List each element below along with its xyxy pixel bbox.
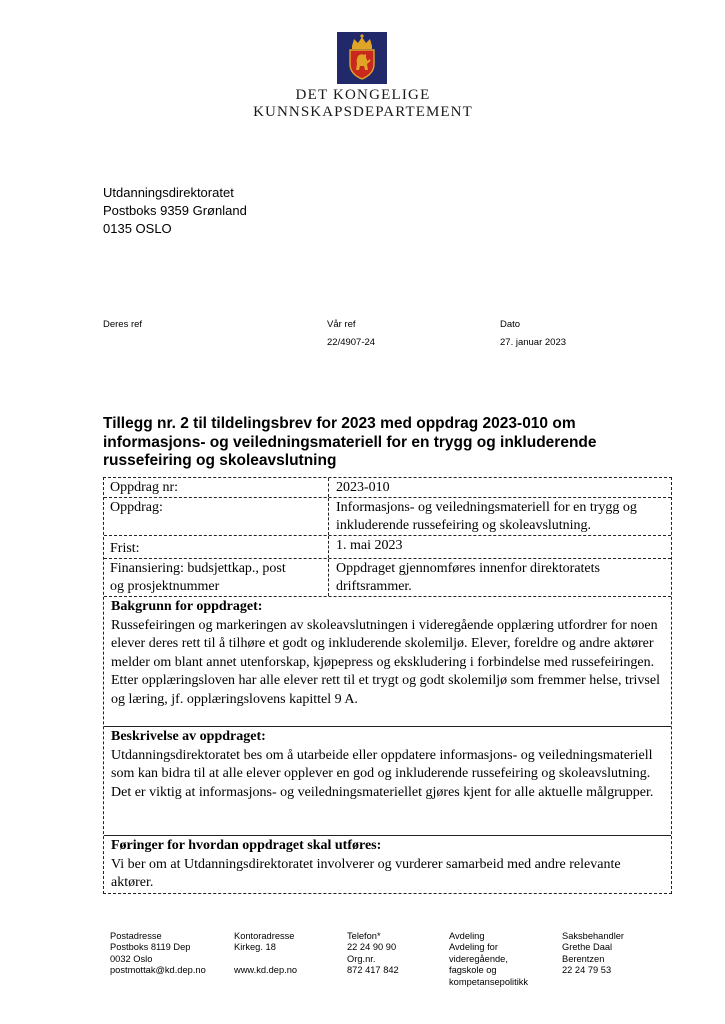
background-text: Russefeiringen og markeringen av skoleavslutningen i videregående opplæring utfordrer for noen elever deres rett til å tilhøre et godt og inkluderende skolemiljø. Elever, foreldre og andre aktører melder om blant annet utenforskap, kjøpepress og ekskludering i forbindelse med russefeiringen. Etter opplæringsloven har alle elever rett til et trygt og godt skolemiljø som fremmer helse, trivsel og læring, jf. opplæringslovens kapittel 9 A. (111, 617, 660, 707)
table-row (104, 535, 671, 558)
footer-website: www.kd.dep.no (234, 965, 298, 976)
guidance-section (104, 835, 671, 893)
footer-officer-heading: Saksbehandler (562, 931, 625, 941)
footer-post-box: Postboks 8119 Dep (110, 942, 191, 953)
footer-office-heading: Kontoradresse (234, 931, 295, 941)
footer-phone-heading: Telefon* (347, 931, 381, 941)
description-text: Utdanningsdirektoratet bes om å utarbeide eller oppdatere informasjons- og veiledningsmateriell som kan bidra til at alle elever opplever en god og inkluderende russefeiring og skoleavslutning. Det er viktig at informasjons- og veiledningsmateriellet gjøres kjent for alle aktuelle målgrupper. (111, 747, 654, 800)
recipient-postal: 0135 OSLO (103, 221, 172, 236)
footer-office-spacer (234, 954, 297, 965)
ministry-letterhead (250, 32, 476, 128)
date-label: Dato (500, 319, 521, 330)
description-heading: Beskrivelse av oppdraget: (111, 729, 266, 744)
background-section (104, 596, 671, 726)
row-value: Informasjons- og veiledningsmateriell for en trygg og inkluderende russefeiring og skoleavslutning. (336, 500, 637, 533)
coat-of-arms-icon (337, 32, 387, 84)
footer-officer-name2: Berentzen (562, 953, 605, 964)
row-label: Oppdrag nr: (104, 478, 329, 497)
footer-orgnr-label: Org.nr. (347, 953, 376, 964)
footer-officer-column (562, 931, 624, 977)
footer-department-line: fagskole og (449, 965, 497, 976)
row-label: Finansiering: budsjettkap., post og prosjektnummer (104, 559, 329, 596)
footer-office-street: Kirkeg. 18 (234, 942, 276, 953)
row-value: 1. mai 2023 (336, 538, 403, 553)
row-label: Frist: (104, 536, 329, 558)
footer-department-line: Avdeling for (449, 942, 498, 953)
table-row (104, 478, 671, 497)
date-value: 27. januar 2023 (500, 337, 567, 348)
deres-ref-label: Deres ref (103, 319, 143, 330)
row-value: 2023-010 (336, 480, 390, 495)
ministry-name-line1: DET KONGELIGE (295, 87, 431, 103)
guidance-heading: Føringer for hvordan oppdraget skal utføres: (111, 838, 382, 853)
table-row (104, 497, 671, 535)
ministry-name-line2: KUNNSKAPSDEPARTEMENT (253, 104, 473, 120)
description-section (104, 726, 671, 835)
recipient-postbox: Postboks 9359 Grønland (103, 203, 247, 218)
footer-department-heading: Avdeling (449, 931, 485, 941)
footer-post-city: 0032 Oslo (110, 953, 153, 964)
footer-office-column (234, 931, 297, 977)
row-value: Oppdraget gjennomføres innenfor direktoratets driftsrammer. (336, 561, 600, 594)
footer-phone-column (347, 931, 399, 977)
footer-department-column (449, 931, 528, 988)
document-title: Tillegg nr. 2 til tildelingsbrev for 2023 med oppdrag 2023-010 om informasjons- og veiledningsmateriell for en trygg og inkluderende russefeiring og skoleavslutning (103, 415, 597, 469)
mission-table (103, 477, 672, 894)
guidance-text: Vi ber om at Utdanningsdirektoratet involverer og vurderer samarbeid med andre relevante aktører. (111, 856, 621, 891)
table-row (104, 558, 671, 596)
recipient-address (103, 184, 247, 238)
footer-department-line: kompetansepolitikk (449, 976, 529, 987)
row-label: Oppdrag: (104, 498, 329, 535)
recipient-name: Utdanningsdirektoratet (103, 185, 234, 200)
footer-department-line: videregående, (449, 953, 508, 964)
footer-officer-name: Grethe Daal (562, 942, 613, 953)
footer-postal-column (110, 931, 206, 977)
footer-officer-phone: 22 24 79 53 (562, 965, 612, 976)
footer-post-heading: Postadresse (110, 931, 162, 941)
var-ref-value: 22/4907-24 (327, 337, 376, 348)
footer-email: postmottak@kd.dep.no (110, 965, 206, 976)
var-ref-label: Vår ref (327, 319, 356, 330)
footer-orgnr-value: 872 417 842 (347, 965, 399, 976)
background-heading: Bakgrunn for oppdraget: (111, 599, 263, 614)
footer-phone-number: 22 24 90 90 (347, 942, 397, 953)
